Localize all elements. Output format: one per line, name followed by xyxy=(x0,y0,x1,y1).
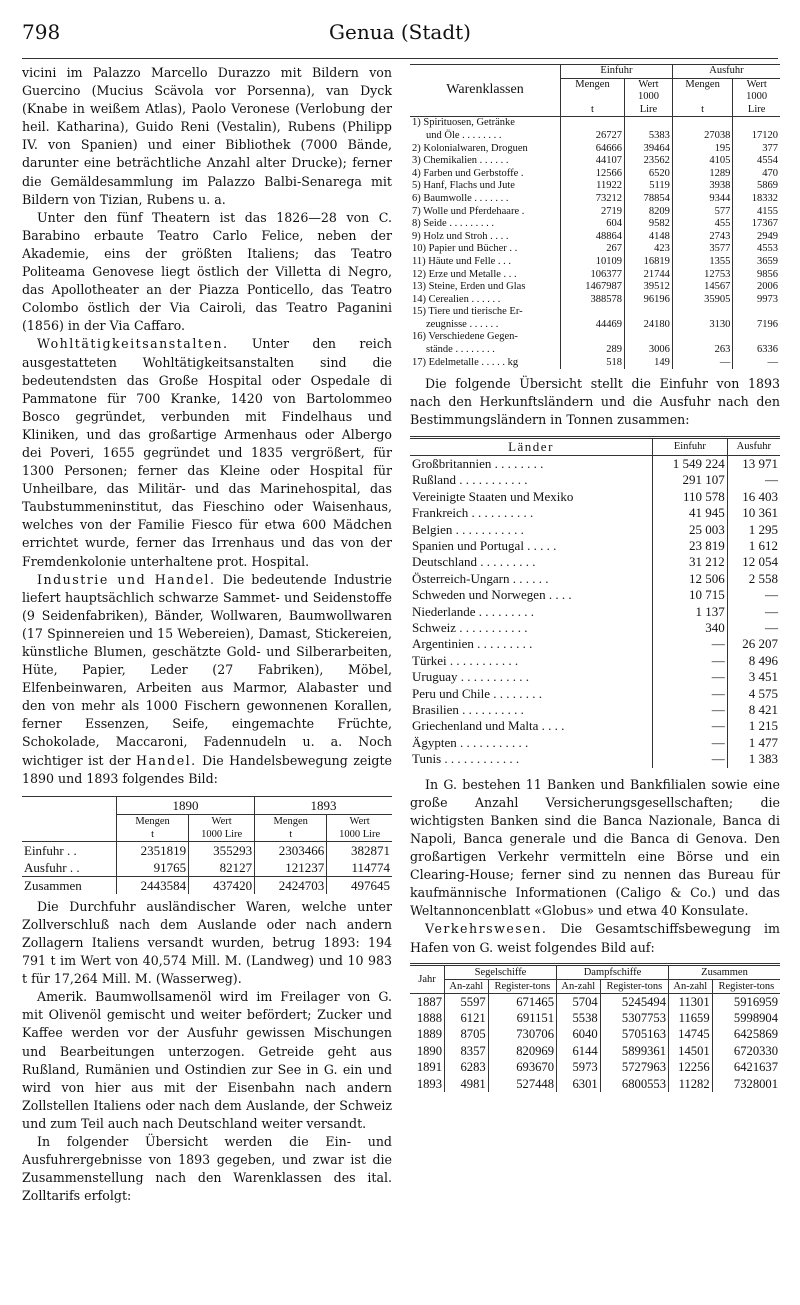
page-title: Genua (Stadt) xyxy=(329,20,471,44)
year-header-1890: 1890 xyxy=(117,796,255,814)
ship-za: 12256 xyxy=(669,1059,713,1075)
table-row xyxy=(410,1010,780,1026)
ship-sa: 4981 xyxy=(445,1076,489,1092)
paragraph-industry xyxy=(22,571,392,788)
table-row xyxy=(410,180,780,193)
paragraph-traffic-text: Die Gesamtschiffsbewegung im Hafen von G. weist folgendes Bild auf: xyxy=(410,921,780,955)
table-row xyxy=(410,1076,780,1092)
ware-class-label: 4) Farben und Gerbstoffe . xyxy=(410,168,561,181)
ware-value: 1467987 xyxy=(561,281,625,294)
ship-sa: 8357 xyxy=(445,1043,489,1059)
import-value: — xyxy=(653,686,728,702)
ware-value: 14567 xyxy=(672,281,732,294)
ship-za: 14745 xyxy=(669,1026,713,1042)
ship-da: 6301 xyxy=(557,1076,601,1092)
header-rule xyxy=(22,58,778,59)
ware-value: 26727 xyxy=(561,117,625,143)
export-value: — xyxy=(765,587,778,603)
ware-class-label: 15) Tiere und tierische Er- zeugnisse . . . . . . xyxy=(410,306,561,331)
ware-value: 3938 xyxy=(672,180,732,193)
export-value: 1 477 xyxy=(748,734,778,750)
import-value: 41 945 xyxy=(653,505,728,521)
ware-value: 4553 xyxy=(757,243,778,255)
year-header-1893: 1893 xyxy=(255,796,392,814)
table-row: Einfuhr . . 2351819 355293 2303466 382871 xyxy=(24,842,390,858)
export-value: 1 215 xyxy=(748,718,778,734)
ware-value: 470 xyxy=(762,167,778,179)
import-value: 340 xyxy=(653,620,728,636)
ship-zr: 6425869 xyxy=(733,1027,778,1042)
ware-value: 2719 xyxy=(561,206,625,219)
country-label: Spanien und Portugal . . . . . xyxy=(410,538,653,554)
table-row xyxy=(410,294,780,307)
import-value: 1 137 xyxy=(653,604,728,620)
table-row xyxy=(410,751,780,767)
table-row xyxy=(410,735,780,751)
ware-value: 78854 xyxy=(625,193,673,206)
col-segelschiffe: Segelschiffe xyxy=(445,964,557,979)
ware-value: 73212 xyxy=(561,193,625,206)
ship-sr: 527448 xyxy=(488,1076,556,1092)
ware-class-label: 14) Cerealien . . . . . . xyxy=(410,294,561,307)
table-row: Ausfuhr . . 91765 82127 121237 114774 xyxy=(24,859,390,875)
country-label: Griechenland und Malta . . . . xyxy=(410,718,653,734)
table-row xyxy=(410,1043,780,1059)
ware-value: 18332 xyxy=(751,192,778,204)
table-row xyxy=(410,155,780,168)
ship-dr: 5727963 xyxy=(600,1059,668,1075)
ware-value: 423 xyxy=(625,243,673,256)
ship-za: 14501 xyxy=(669,1043,713,1059)
col-laender: Länder xyxy=(410,437,653,455)
page-header xyxy=(22,20,778,54)
import-value: 10 715 xyxy=(653,587,728,603)
table-row xyxy=(410,256,780,269)
ship-year: 1893 xyxy=(410,1076,445,1092)
ware-value: 44107 xyxy=(561,155,625,168)
ware-value: 27038 xyxy=(672,117,732,143)
export-value: 8 496 xyxy=(748,652,778,668)
table-row xyxy=(410,636,780,652)
left-column xyxy=(22,64,392,1205)
ware-class-label: 9) Holz und Stroh . . . . xyxy=(410,231,561,244)
ship-year: 1887 xyxy=(410,993,445,1010)
page-number: 798 xyxy=(22,20,61,44)
col-dampfschiffe: Dampfschiffe xyxy=(557,964,669,979)
country-label: Uruguay . . . . . . . . . . . xyxy=(410,669,653,685)
ware-value: 1289 xyxy=(672,168,732,181)
ware-class-label: 13) Steine, Erden und Glas xyxy=(410,281,561,294)
ship-year: 1890 xyxy=(410,1043,445,1059)
table-row xyxy=(410,505,780,521)
country-label: Belgien . . . . . . . . . . . xyxy=(410,522,653,538)
ware-value: 64666 xyxy=(561,143,625,156)
country-label: Brasilien . . . . . . . . . . xyxy=(410,702,653,718)
import-value: — xyxy=(653,718,728,734)
ware-value: 11922 xyxy=(561,180,625,193)
table-total-row: Zusammen 2443584 437420 2424703 497645 xyxy=(24,877,390,893)
ware-value: 23562 xyxy=(625,155,673,168)
table-row xyxy=(410,686,780,702)
table-row xyxy=(410,243,780,256)
ship-da: 5973 xyxy=(557,1059,601,1075)
ware-value: 4105 xyxy=(672,155,732,168)
table-row xyxy=(410,281,780,294)
ware-value: 4554 xyxy=(757,155,778,167)
ware-value: 577 xyxy=(672,206,732,219)
ware-value: 2006 xyxy=(757,281,778,293)
ware-value: — xyxy=(767,356,778,368)
ware-value: 455 xyxy=(672,218,732,231)
paragraph-theaters: Unter den fünf Theatern ist das 1826—28 von C. Barabino erbaute Teatro Carlo Felice, neben der Akademie, eins der größten Italiens; das Teatro Politeama Genovese liegt östlich der Villetta di Negro, das Apollotheater an der Piazza Ponticello, das Teatro Colombo östlich der Via Cairoli, das Teatro Paganini (1856) in der Via Caffaro. xyxy=(22,209,392,334)
country-label: Ägypten . . . . . . . . . . . xyxy=(410,735,653,751)
table-row xyxy=(410,331,780,356)
import-value: 12 506 xyxy=(653,571,728,587)
col-einfuhr-t: Einfuhr xyxy=(653,437,728,455)
country-label: Argentinien . . . . . . . . . xyxy=(410,636,653,652)
trade-table xyxy=(22,796,392,894)
ship-dr: 5899361 xyxy=(600,1043,668,1059)
ware-value: 35905 xyxy=(672,294,732,307)
ware-class-label: 6) Baumwolle . . . . . . . xyxy=(410,193,561,206)
col-mengen-1890: Mengen t xyxy=(117,814,189,841)
ship-sa: 8705 xyxy=(445,1026,489,1042)
col-ausfuhr-t: Ausfuhr xyxy=(736,441,772,453)
table-row xyxy=(410,218,780,231)
ware-value: 24180 xyxy=(625,306,673,331)
import-value: 31 212 xyxy=(653,554,728,570)
country-label: Österreich-Ungarn . . . . . . xyxy=(410,571,653,587)
ware-value: 267 xyxy=(561,243,625,256)
ship-zr: 6720330 xyxy=(733,1043,778,1058)
paragraph-goods: Amerik. Baumwollsamenöl wird im Freilager von G. mit Olivenöl gemischt und weiter befördert; Zucker und Kaffee werden vor der Ausfuhr gewissen Mischungen und Bearbeitungen unterzogen. Getreide geht aus Rußland, Rumänien und Ostindien zur See in G. ein und wird von hier aus mit der Eisenbahn nach andern Zollstellen Italiens oder nach dem Auslande, der Schweiz und zum Teil auch nach Deutschland weiter versandt. xyxy=(22,989,392,1131)
section-heading-traffic: Verkehrswesen. xyxy=(425,921,548,937)
inline-heading-handel: Handel. xyxy=(136,752,197,768)
table-row xyxy=(410,357,780,370)
country-label: Rußland . . . . . . . . . . . xyxy=(410,472,653,488)
ware-value: 1355 xyxy=(672,256,732,269)
ship-da: 6144 xyxy=(557,1043,601,1059)
ware-value: 604 xyxy=(561,218,625,231)
ware-value: 9582 xyxy=(625,218,673,231)
country-label: Peru und Chile . . . . . . . . xyxy=(410,686,653,702)
ware-value: 21744 xyxy=(625,269,673,282)
import-value: — xyxy=(653,702,728,718)
import-value: 23 819 xyxy=(653,538,728,554)
ware-value: 96196 xyxy=(625,294,673,307)
ware-value: 17120 xyxy=(751,129,778,141)
ware-class-label: 7) Wolle und Pferdehaare . xyxy=(410,206,561,219)
country-label: Deutschland . . . . . . . . . xyxy=(410,554,653,570)
table-row xyxy=(410,554,780,570)
ship-sr: 820969 xyxy=(488,1043,556,1059)
paragraph-overview: In folgender Übersicht werden die Ein- und Ausfuhrergebnisse von 1893 gegeben, und zwar ist die Zusammenstellung nach den Warenklassen des ital. Zolltarifs erfolgt: xyxy=(22,1133,392,1204)
countries-table xyxy=(410,436,780,768)
ware-value: 106377 xyxy=(561,269,625,282)
col-warenklassen: Warenklassen xyxy=(410,65,561,117)
ware-value: 4148 xyxy=(625,231,673,244)
ware-value: 3659 xyxy=(757,255,778,267)
ware-value: 8209 xyxy=(625,206,673,219)
export-value: — xyxy=(765,620,778,635)
ware-class-label: 1) Spirituosen, Getränke und Öle . . . . . . . . xyxy=(410,117,561,143)
ship-da: 6040 xyxy=(557,1026,601,1042)
ware-value: 12753 xyxy=(672,269,732,282)
export-value: 1 295 xyxy=(748,521,778,537)
table-row xyxy=(410,653,780,669)
ship-dr: 5705163 xyxy=(600,1026,668,1042)
table-row xyxy=(410,455,780,472)
table-row xyxy=(410,571,780,587)
ware-value: 16819 xyxy=(625,256,673,269)
import-value: — xyxy=(653,653,728,669)
table-row xyxy=(410,306,780,331)
table-row xyxy=(410,1026,780,1042)
ship-dr: 6800553 xyxy=(600,1076,668,1092)
ware-classes-table: Warenklassen Einfuhr Ausfuhr Mengen t Wert 1000 Lire Mengen t Wert 1000 Lire 1) Spirituosen, Getränke und Öle . . . . . . . . 26727 5383 27038 17120 2) Kolonialwaren, Droguen 64666 39464 195 377 3) Chemikalien . . . . . . 44107 23562 4105 4554 4) Farben und Gerbstoffe . 12566 6520 1289 470 5) Hanf, Flachs und Jute 11922 5119 3938 5869 6) Baumwolle . . . . . . . 73212 78854 9344 18332 7) Wolle und Pferdehaare . 2719 8209 577 4155 8) Seide . . . . . . . . . 604 9582 455 17367 9) Holz und Stroh . . . . 48864 4148 2743 2949 10) Papier und Bücher . . 267 423 3577 4553 11) Häute und Felle . . . 10109 16819 1355 3659 12) Erze und Metalle . . . 106377 21744 12753 9856 13) Steine, Erden und Glas 1467987 39512 14567 2006 14) Cerealien . . . . . . 388578 96196 35905 9973 15) Tiere und tierische Er- zeugnisse . . . . . . 44469 24180 3130 7196 16) Verschiedene Gegen- stände . . . . . . . . 289 3006 263 6336 17) Edelmetalle . . . . . kg 518 149 — — xyxy=(412,65,778,368)
ship-zr: 5998904 xyxy=(733,1011,778,1025)
export-value: 3 451 xyxy=(748,669,778,685)
col-zusammen: Zusammen xyxy=(669,964,781,979)
ware-class-label: 10) Papier und Bücher . . xyxy=(410,243,561,256)
ship-da: 5538 xyxy=(557,1010,601,1026)
import-value: 25 003 xyxy=(653,522,728,538)
country-label: Schweiz . . . . . . . . . . . xyxy=(410,620,653,636)
table-row xyxy=(410,522,780,538)
ship-dr: 5245494 xyxy=(600,993,668,1010)
right-column xyxy=(410,64,780,1092)
ship-zr: 7328001 xyxy=(733,1076,778,1091)
table-row xyxy=(410,538,780,554)
ship-dr: 5307753 xyxy=(600,1010,668,1026)
ship-sa: 6121 xyxy=(445,1010,489,1026)
ship-za: 11301 xyxy=(669,993,713,1010)
col-mengen-1893: Mengen t xyxy=(255,814,327,841)
ware-value: 6336 xyxy=(757,344,778,356)
ship-zr: 6421637 xyxy=(733,1060,778,1075)
paragraph-collections: vicini im Palazzo Marcello Durazzo mit Bildern von Guercino (Mucius Scävola vor Porsenna), van Dyck (Knabe in weißem Atlas), Paolo Veronese (Verlobung der heil. Katharina), Guido Reni (Vestalin), Rubens (Philipp IV. von Spanien) und einer Bibliothek (7000 Bände, darunter eine beträchtliche Anzahl alter Drucke); ferner die Gemäldesammlung im Palazzo Balbi-Senarega mit Bildern von Tizian, Rubens u. a. xyxy=(22,65,392,207)
section-heading-charity: Wohltätigkeitsanstalten. xyxy=(37,336,229,352)
ware-value: 5383 xyxy=(625,117,673,143)
paragraph-charity xyxy=(22,335,392,570)
ware-value: 9973 xyxy=(757,293,778,305)
country-label: Frankreich . . . . . . . . . . xyxy=(410,505,653,521)
paragraph-charity-text: Unter den reich ausgestatteten Wohltätigkeitsanstalten sind die bedeutendsten das Große Hospital oder Ospedale di Pammatone für 700 Kranke, 1420 von Bartolommeo Bosco gegründet, verbunden mit Findelhaus und Kliniken, und das großartige Armenhaus oder Albergo dei Poveri, 1655 gegründet und 1835 vergrößert, für 1300 Personen; ferner das Kleine oder Hospital für Unheilbare, das Militär- und das Marinehospital, das Taubstummeninstitut, das Fieschino oder Waisenhaus, welches von der Familie Fiesco für etwa 600 Mädchen errichtet wurde, ferner das Irrenhaus und das von der Fremdenkolonie unterhaltene prot. Hospital. xyxy=(22,336,392,569)
table-row xyxy=(410,472,780,488)
ware-class-label: 2) Kolonialwaren, Droguen xyxy=(410,143,561,156)
ware-value: 48864 xyxy=(561,231,625,244)
ship-zr: 5916959 xyxy=(733,994,778,1009)
table-row xyxy=(410,993,780,1010)
table-row xyxy=(410,117,780,143)
ware-value: 289 xyxy=(561,331,625,356)
ware-class-label: 5) Hanf, Flachs und Jute xyxy=(410,180,561,193)
ware-value: 39512 xyxy=(625,281,673,294)
ware-value: 149 xyxy=(625,357,673,370)
ware-class-label: 8) Seide . . . . . . . . . xyxy=(410,218,561,231)
ware-value: 12566 xyxy=(561,168,625,181)
paragraph-traffic xyxy=(410,920,780,956)
ware-class-label: 12) Erze und Metalle . . . xyxy=(410,269,561,282)
paragraph-industry-end: Die Handelsbewegung zeigte 1890 und 1893 folgendes Bild: xyxy=(22,752,392,786)
col-einfuhr: Einfuhr xyxy=(561,65,673,79)
ship-za: 11659 xyxy=(669,1010,713,1026)
table-row xyxy=(410,143,780,156)
shipping-table: Jahr Segelschiffe Dampfschiffe Zusammen An-zahl Register-tons An-zahl Register-tons An-zahl Register-tons 1887 5597 671465 5704 5245494 11301 5916959 1888 6121 691151 5538 5307753 11659 5998904 1889 8705 730706 6040 5705163 14745 6425869 1890 8357 820969 6144 5899361 14501 6720330 1891 6283 693670 5973 5727963 12256 6421637 1893 4981 527448 6301 6800553 11282 7328001 xyxy=(410,963,780,1092)
ware-class-label: 17) Edelmetalle . . . . . kg xyxy=(410,357,561,370)
ware-value: 3130 xyxy=(672,306,732,331)
ware-class-label: 16) Verschiedene Gegen- stände . . . . . . . . xyxy=(410,331,561,356)
ware-value: 3006 xyxy=(625,331,673,356)
ware-value: 39464 xyxy=(625,143,673,156)
ship-sa: 5597 xyxy=(445,993,489,1010)
ship-year: 1889 xyxy=(410,1026,445,1042)
col-jahr: Jahr xyxy=(410,964,445,993)
ship-sr: 693670 xyxy=(488,1059,556,1075)
paragraph-banks: In G. bestehen 11 Banken und Bankfilialen sowie eine große Anzahl Versicherungsgesellschaften; die wichtigsten Banken sind die Banca Nazionale, Banca di Napoli, Banca generale und die Banca di Genova. Den großartigen Verkehr vermitteln eine Börse und ein Clearing-House; ferner sind zu nennen das Bureau für kaufmännische Informationen (Caligo & Co.) und das Weltannoncenblatt «Globus» und etwa 40 Konsulate. xyxy=(410,776,780,919)
export-value: 8 421 xyxy=(748,702,778,718)
table-row xyxy=(410,604,780,620)
ship-year: 1891 xyxy=(410,1059,445,1075)
export-value: 4 575 xyxy=(748,685,778,701)
export-value: — xyxy=(765,603,778,619)
ware-value: 44469 xyxy=(561,306,625,331)
ship-sa: 6283 xyxy=(445,1059,489,1075)
ware-value: 7196 xyxy=(757,318,778,330)
ship-da: 5704 xyxy=(557,993,601,1010)
paragraph-industry-text: Die bedeutende Industrie liefert hauptsächlich schwarze Sammet- und Seidenstoffe (9 Seidenfabriken), Bänder, Wollwaren, Baumwollwaren (17 Spinnereien und 15 Webereien), Damast, Stickereien, künstliche Blumen, geschätzte Gold- und Silberarbeiten, Hüte, Papier, Leder (27 Fabriken), Möbel, Elfenbeinwaren, Arbeiten aus Marmor, Alabaster und den von mehr als 1000 Fischern gewonnenen Korallen, ferner Essenzen, Seife, eingemachte Früchte, Schokolade, Maccaroni, Fadennudeln u. a. Noch wichtiger ist der xyxy=(22,571,392,768)
ware-value: 518 xyxy=(561,357,625,370)
ware-value: 9344 xyxy=(672,193,732,206)
table-row xyxy=(410,669,780,685)
table-row xyxy=(410,206,780,219)
import-value: 110 578 xyxy=(653,489,728,505)
table-row xyxy=(410,231,780,244)
ship-za: 11282 xyxy=(669,1076,713,1092)
paragraph-transit: Die Durchfuhr ausländischer Waren, welche unter Zollverschluß nach dem Auslande oder nach andern Zollagern Italiens versandt wurden, betrug 1893: 194 791 t im Wert von 40,574 Mill. M. (Landweg) und 10 983 t für 17,264 Mill. M. (Wasserweg). xyxy=(22,898,392,987)
table-row xyxy=(410,1059,780,1075)
table-row xyxy=(410,168,780,181)
ware-value: 2743 xyxy=(672,231,732,244)
ware-value: 3577 xyxy=(672,243,732,256)
ware-class-label: 11) Häute und Felle . . . xyxy=(410,256,561,269)
country-label: Großbritannien . . . . . . . . xyxy=(410,455,653,472)
import-value: — xyxy=(653,636,728,652)
country-label: Türkei . . . . . . . . . . . xyxy=(410,653,653,669)
export-value: — xyxy=(765,472,778,488)
export-value: 10 361 xyxy=(742,505,778,521)
ware-class-label: 3) Chemikalien . . . . . . xyxy=(410,155,561,168)
export-value: 12 054 xyxy=(742,554,778,570)
export-value: 1 383 xyxy=(748,751,778,767)
ware-value: 17367 xyxy=(751,218,778,230)
section-heading-industry: Industrie und Handel. xyxy=(37,571,216,587)
ship-sr: 691151 xyxy=(488,1010,556,1026)
import-value: — xyxy=(653,669,728,685)
export-value: 16 403 xyxy=(742,488,778,504)
table-row xyxy=(410,702,780,718)
country-label: Vereinigte Staaten und Mexiko xyxy=(410,489,653,505)
table-row xyxy=(410,193,780,206)
import-value: — xyxy=(653,751,728,767)
table-row xyxy=(410,718,780,734)
ware-value: 263 xyxy=(672,331,732,356)
ware-value: 388578 xyxy=(561,294,625,307)
ware-value: 195 xyxy=(672,143,732,156)
col-wert-1890: Wert 1000 Lire xyxy=(189,814,255,841)
col-wert-1893: Wert 1000 Lire xyxy=(339,815,381,840)
export-value: 26 207 xyxy=(742,636,778,652)
ware-value: 4155 xyxy=(757,205,778,217)
export-value: 13 971 xyxy=(742,455,778,471)
ware-value: 6520 xyxy=(625,168,673,181)
export-value: 2 558 xyxy=(748,570,778,586)
ware-value: — xyxy=(672,357,732,370)
paragraph-countries-intro: Die folgende Übersicht stellt die Einfuhr von 1893 nach den Herkunftsländern und die Ausfuhr nach den Bestimmungsländern in Tonnen zusammen: xyxy=(410,376,780,428)
ware-value: 5119 xyxy=(625,180,673,193)
import-value: — xyxy=(653,735,728,751)
country-label: Niederlande . . . . . . . . . xyxy=(410,604,653,620)
export-value: 1 612 xyxy=(748,537,778,553)
col-ausfuhr: Ausfuhr xyxy=(672,65,780,79)
ware-value: 10109 xyxy=(561,256,625,269)
ware-value: 9856 xyxy=(757,268,778,280)
import-value: 291 107 xyxy=(653,472,728,488)
table-row xyxy=(410,620,780,636)
ship-sr: 730706 xyxy=(488,1026,556,1042)
table-row xyxy=(410,489,780,505)
ship-year: 1888 xyxy=(410,1010,445,1026)
import-value: 1 549 224 xyxy=(653,455,728,472)
country-label: Schweden und Norwegen . . . . xyxy=(410,587,653,603)
table-row xyxy=(410,587,780,603)
ware-value: 5869 xyxy=(757,180,778,192)
ware-value: 2949 xyxy=(757,230,778,242)
table-row xyxy=(410,269,780,282)
ware-value: 377 xyxy=(762,142,778,154)
country-label: Tunis . . . . . . . . . . . . xyxy=(410,751,653,767)
ship-sr: 671465 xyxy=(488,993,556,1010)
